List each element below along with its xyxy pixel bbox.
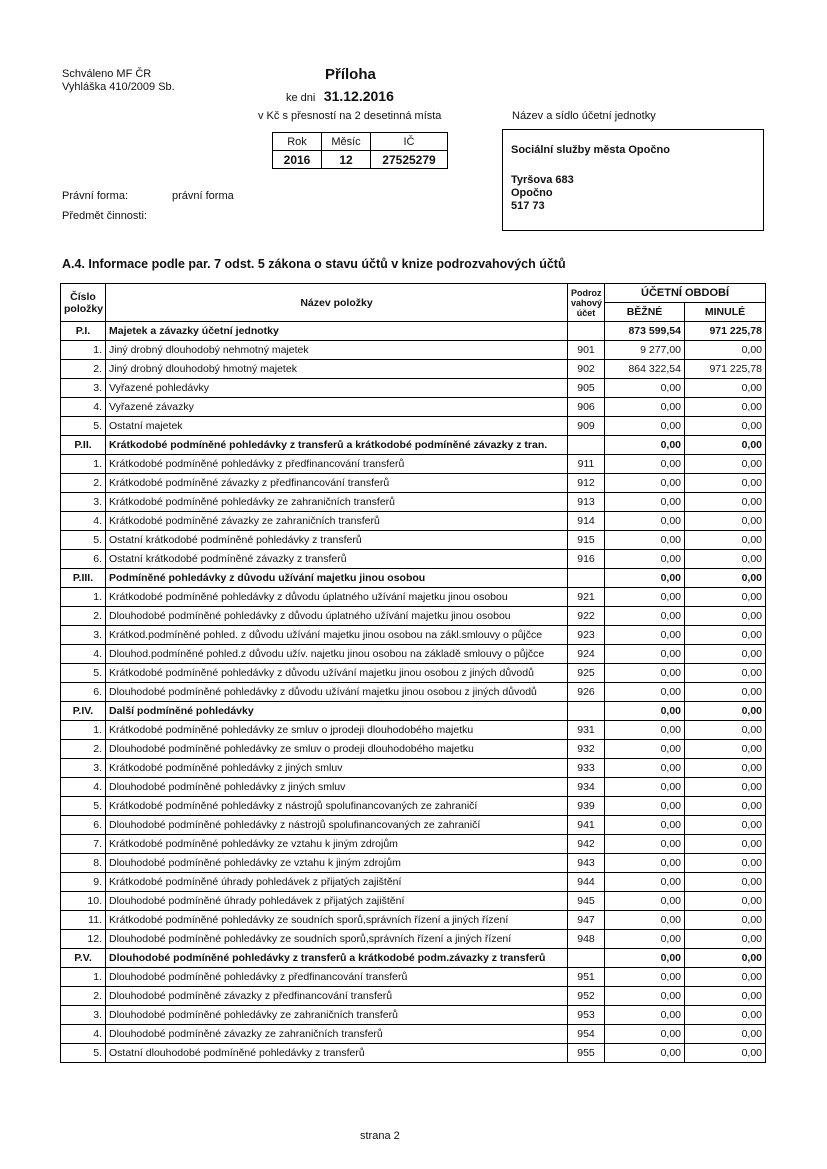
item-previous: 0,00 xyxy=(685,721,766,740)
item-number: 4. xyxy=(61,1025,106,1044)
table-row xyxy=(61,531,766,550)
item-current: 0,00 xyxy=(605,892,685,911)
item-number: 6. xyxy=(61,550,106,569)
table-row xyxy=(61,930,766,949)
section-previous: 0,00 xyxy=(685,436,766,455)
section-row xyxy=(61,436,766,455)
item-name: Krátkodobé podmíněné pohledávky z jiných smluv xyxy=(106,759,568,778)
table-row xyxy=(61,797,766,816)
table-row xyxy=(61,968,766,987)
item-previous: 0,00 xyxy=(685,835,766,854)
table-row xyxy=(61,1006,766,1025)
item-previous: 0,00 xyxy=(685,759,766,778)
item-account: 943 xyxy=(568,854,605,873)
item-previous: 971 225,78 xyxy=(685,360,766,379)
item-previous: 0,00 xyxy=(685,740,766,759)
header-item-name: Název položky xyxy=(106,284,568,322)
item-name: Ostatní dlouhodobé podmíněné pohledávky z transferů xyxy=(106,1044,568,1063)
table-row xyxy=(61,873,766,892)
legal-form-label: Právní forma: xyxy=(62,190,129,202)
report-date xyxy=(286,88,394,106)
item-current: 0,00 xyxy=(605,645,685,664)
item-number: 1. xyxy=(61,588,106,607)
item-number: 2. xyxy=(61,987,106,1006)
item-name: Ostatní krátkodobé podmíněné pohledávky z transferů xyxy=(106,531,568,550)
section-account xyxy=(568,949,605,968)
item-previous: 0,00 xyxy=(685,1006,766,1025)
item-account: 955 xyxy=(568,1044,605,1063)
entity-label: Název a sídlo účetní jednotky xyxy=(512,110,656,122)
item-number: 5. xyxy=(61,664,106,683)
item-previous: 0,00 xyxy=(685,1044,766,1063)
item-previous: 0,00 xyxy=(685,474,766,493)
item-current: 0,00 xyxy=(605,493,685,512)
item-current: 9 277,00 xyxy=(605,341,685,360)
section-id: P.I. xyxy=(61,322,106,341)
item-current: 0,00 xyxy=(605,740,685,759)
item-previous: 0,00 xyxy=(685,398,766,417)
item-name: Vyřazené pohledávky xyxy=(106,379,568,398)
item-number: 11. xyxy=(61,911,106,930)
entity-box xyxy=(502,129,764,231)
item-previous: 0,00 xyxy=(685,968,766,987)
entity-street: Tyršova 683 xyxy=(511,174,574,186)
item-name: Dlouhodobé podmíněné pohledávky ze soudních sporů,správních řízení a jiných řízení xyxy=(106,930,568,949)
item-account: 932 xyxy=(568,740,605,759)
item-previous: 0,00 xyxy=(685,588,766,607)
table-row xyxy=(61,759,766,778)
item-current: 0,00 xyxy=(605,816,685,835)
item-previous: 0,00 xyxy=(685,664,766,683)
section-title: Další podmíněné pohledávky xyxy=(106,702,568,721)
table-header-row-1 xyxy=(61,284,766,303)
section-current: 0,00 xyxy=(605,949,685,968)
item-previous: 0,00 xyxy=(685,607,766,626)
item-number: 4. xyxy=(61,778,106,797)
section-row xyxy=(61,322,766,341)
item-number: 5. xyxy=(61,1044,106,1063)
table-row xyxy=(61,664,766,683)
entity-zip: 517 73 xyxy=(511,200,545,212)
section-row xyxy=(61,949,766,968)
table-row xyxy=(61,474,766,493)
item-account: 912 xyxy=(568,474,605,493)
item-name: Krátkodobé podmíněné úhrady pohledávek z přijatých zajištění xyxy=(106,873,568,892)
table-row xyxy=(61,645,766,664)
date-prefix: ke dni xyxy=(286,92,316,104)
item-previous: 0,00 xyxy=(685,873,766,892)
section-title: Podmíněné pohledávky z důvodu užívání majetku jinou osobou xyxy=(106,569,568,588)
table-row xyxy=(61,626,766,645)
item-account: 915 xyxy=(568,531,605,550)
section-row xyxy=(61,569,766,588)
item-name: Krátkodobé podmíněné závazky ze zahraničních transferů xyxy=(106,512,568,531)
item-account: 944 xyxy=(568,873,605,892)
item-previous: 0,00 xyxy=(685,645,766,664)
item-name: Dlouhodobé podmíněné pohledávky z jiných smluv xyxy=(106,778,568,797)
item-previous: 0,00 xyxy=(685,1025,766,1044)
period-table-header xyxy=(273,133,448,151)
item-current: 0,00 xyxy=(605,968,685,987)
item-account: 916 xyxy=(568,550,605,569)
item-name: Dlouhodobé podmíněné pohledávky z nástrojů spolufinancovaných ze zahraničí xyxy=(106,816,568,835)
item-current: 0,00 xyxy=(605,550,685,569)
period-header-month: Měsíc xyxy=(322,133,371,151)
item-name: Jiný drobný dlouhodobý nehmotný majetek xyxy=(106,341,568,360)
table-row xyxy=(61,911,766,930)
section-title: Dlouhodobé podmíněné pohledávky z transferů a krátkodobé podm.závazky z transferů xyxy=(106,949,568,968)
item-previous: 0,00 xyxy=(685,455,766,474)
item-account: 939 xyxy=(568,797,605,816)
item-number: 7. xyxy=(61,835,106,854)
section-current: 0,00 xyxy=(605,436,685,455)
section-previous: 0,00 xyxy=(685,569,766,588)
item-previous: 0,00 xyxy=(685,379,766,398)
header-account: Podroz vahový účet xyxy=(568,284,605,322)
item-previous: 0,00 xyxy=(685,854,766,873)
table-row xyxy=(61,588,766,607)
item-account: 923 xyxy=(568,626,605,645)
table-row xyxy=(61,379,766,398)
item-account: 952 xyxy=(568,987,605,1006)
approval-line-2: Vyhláška 410/2009 Sb. xyxy=(62,81,175,93)
section-row xyxy=(61,702,766,721)
header-period: ÚČETNÍ OBDOBÍ xyxy=(605,284,766,303)
item-name: Dlouhodobé podmíněné závazky z předfinancování transferů xyxy=(106,987,568,1006)
section-id: P.II. xyxy=(61,436,106,455)
section-id: P.IV. xyxy=(61,702,106,721)
item-current: 0,00 xyxy=(605,721,685,740)
item-previous: 0,00 xyxy=(685,778,766,797)
item-account: 942 xyxy=(568,835,605,854)
item-previous: 0,00 xyxy=(685,550,766,569)
item-name: Dlouhodobé podmíněné úhrady pohledávek z přijatých zajištění xyxy=(106,892,568,911)
table-row xyxy=(61,778,766,797)
item-number: 2. xyxy=(61,360,106,379)
item-name: Ostatní majetek xyxy=(106,417,568,436)
item-account: 909 xyxy=(568,417,605,436)
item-account: 953 xyxy=(568,1006,605,1025)
item-current: 0,00 xyxy=(605,683,685,702)
period-value-year: 2016 xyxy=(273,151,322,169)
item-current: 0,00 xyxy=(605,911,685,930)
item-account: 941 xyxy=(568,816,605,835)
item-number: 9. xyxy=(61,873,106,892)
item-account: 913 xyxy=(568,493,605,512)
item-current: 0,00 xyxy=(605,588,685,607)
item-current: 0,00 xyxy=(605,778,685,797)
item-number: 3. xyxy=(61,759,106,778)
table-row xyxy=(61,417,766,436)
item-current: 0,00 xyxy=(605,1025,685,1044)
currency-note: v Kč s přesností na 2 desetinná místa xyxy=(258,110,442,122)
item-number: 3. xyxy=(61,379,106,398)
table-row xyxy=(61,854,766,873)
item-name: Dlouhodobé podmíněné pohledávky z důvodu užívání majetku jinou osobou z jiných důvodů xyxy=(106,683,568,702)
table-row xyxy=(61,398,766,417)
item-name: Krátkodobé podmíněné pohledávky z předfinancování transferů xyxy=(106,455,568,474)
entity-address xyxy=(511,174,574,213)
item-previous: 0,00 xyxy=(685,930,766,949)
item-account: 926 xyxy=(568,683,605,702)
section-current: 0,00 xyxy=(605,702,685,721)
item-number: 3. xyxy=(61,493,106,512)
table-row xyxy=(61,607,766,626)
item-number: 1. xyxy=(61,721,106,740)
item-name: Krátkod.podmíněné pohled. z důvodu užívání majetku jinou osobou na zákl.smlouvy o půjčce xyxy=(106,626,568,645)
item-previous: 0,00 xyxy=(685,512,766,531)
item-current: 0,00 xyxy=(605,379,685,398)
item-number: 6. xyxy=(61,683,106,702)
item-number: 2. xyxy=(61,740,106,759)
item-account: 902 xyxy=(568,360,605,379)
item-account: 924 xyxy=(568,645,605,664)
item-previous: 0,00 xyxy=(685,626,766,645)
item-name: Krátkodobé podmíněné pohledávky z důvodu užívání majetku jinou osobou z jiných důvodů xyxy=(106,664,568,683)
item-name: Krátkodobé podmíněné pohledávky z důvodu úplatného užívání majetku jinou osobou xyxy=(106,588,568,607)
item-number: 5. xyxy=(61,417,106,436)
item-previous: 0,00 xyxy=(685,417,766,436)
item-current: 0,00 xyxy=(605,626,685,645)
item-previous: 0,00 xyxy=(685,797,766,816)
item-number: 4. xyxy=(61,398,106,417)
item-current: 0,00 xyxy=(605,835,685,854)
header-current: BĚŽNÉ xyxy=(605,303,685,322)
item-number: 6. xyxy=(61,816,106,835)
item-previous: 0,00 xyxy=(685,816,766,835)
item-account: 954 xyxy=(568,1025,605,1044)
page-title: Příloha xyxy=(325,66,376,83)
item-account: 951 xyxy=(568,968,605,987)
item-previous: 0,00 xyxy=(685,987,766,1006)
item-number: 1. xyxy=(61,455,106,474)
date-value: 31.12.2016 xyxy=(323,88,394,104)
item-number: 1. xyxy=(61,968,106,987)
item-number: 4. xyxy=(61,512,106,531)
item-account: 931 xyxy=(568,721,605,740)
item-name: Dlouhodobé podmíněné pohledávky ze vztahu k jiným zdrojům xyxy=(106,854,568,873)
item-account: 925 xyxy=(568,664,605,683)
section-previous: 971 225,78 xyxy=(685,322,766,341)
section-account xyxy=(568,702,605,721)
item-current: 0,00 xyxy=(605,474,685,493)
item-name: Dlouhodobé podmíněné pohledávky z předfinancování transferů xyxy=(106,968,568,987)
item-current: 0,00 xyxy=(605,987,685,1006)
item-name: Dlouhodobé podmíněné závazky ze zahraničních transferů xyxy=(106,1025,568,1044)
item-account: 948 xyxy=(568,930,605,949)
item-name: Jiný drobný dlouhodobý hmotný majetek xyxy=(106,360,568,379)
item-account: 905 xyxy=(568,379,605,398)
section-id: P.V. xyxy=(61,949,106,968)
item-name: Krátkodobé podmíněné pohledávky ze zahraničních transferů xyxy=(106,493,568,512)
table-body xyxy=(61,322,766,1063)
item-name: Dlouhod.podmíněné pohled.z důvodu užív. najetku jinou osobou na základě smlouvy o půjčce xyxy=(106,645,568,664)
item-number: 3. xyxy=(61,626,106,645)
table-row xyxy=(61,987,766,1006)
period-table-values xyxy=(273,151,448,169)
entity-name: Sociální služby města Opočno xyxy=(511,144,670,156)
entity-city: Opočno xyxy=(511,187,553,199)
item-name: Vyřazené závazky xyxy=(106,398,568,417)
item-number: 2. xyxy=(61,607,106,626)
period-table xyxy=(272,132,448,169)
section-account xyxy=(568,569,605,588)
table-row xyxy=(61,360,766,379)
item-number: 5. xyxy=(61,531,106,550)
item-name: Ostatní krátkodobé podmíněné závazky z transferů xyxy=(106,550,568,569)
section-id: P.III. xyxy=(61,569,106,588)
activity-label: Předmět činnosti: xyxy=(62,210,147,222)
item-account: 947 xyxy=(568,911,605,930)
period-value-month: 12 xyxy=(322,151,371,169)
section-title: A.4. Informace podle par. 7 odst. 5 zákona o stavu účtů v knize podrozvahových účtů xyxy=(62,257,566,271)
period-header-year: Rok xyxy=(273,133,322,151)
legal-form-value: právní forma xyxy=(172,190,234,202)
table-row xyxy=(61,341,766,360)
item-current: 0,00 xyxy=(605,417,685,436)
item-current: 0,00 xyxy=(605,1044,685,1063)
table-row xyxy=(61,835,766,854)
item-name: Krátkodobé podmíněné pohledávky ze smluv o jprodeji dlouhodobého majetku xyxy=(106,721,568,740)
item-account: 933 xyxy=(568,759,605,778)
item-number: 12. xyxy=(61,930,106,949)
item-name: Dlouhodobé podmíněné pohledávky ze smluv o prodeji dlouhodobého majetku xyxy=(106,740,568,759)
section-title: Majetek a závazky účetní jednotky xyxy=(106,322,568,341)
item-current: 864 322,54 xyxy=(605,360,685,379)
item-number: 5. xyxy=(61,797,106,816)
item-name: Krátkodobé podmíněné pohledávky z nástrojů spolufinancovaných ze zahraničí xyxy=(106,797,568,816)
item-account: 901 xyxy=(568,341,605,360)
item-current: 0,00 xyxy=(605,664,685,683)
section-title: Krátkodobé podmíněné pohledávky z transferů a krátkodobé podmíněné závazky z tran. xyxy=(106,436,568,455)
item-account: 921 xyxy=(568,588,605,607)
approval-line-1: Schváleno MF ČR xyxy=(62,68,152,80)
item-current: 0,00 xyxy=(605,455,685,474)
item-current: 0,00 xyxy=(605,797,685,816)
item-number: 1. xyxy=(61,341,106,360)
table-row xyxy=(61,721,766,740)
item-previous: 0,00 xyxy=(685,892,766,911)
item-previous: 0,00 xyxy=(685,911,766,930)
item-previous: 0,00 xyxy=(685,683,766,702)
item-name: Dlouhodobé podmíněné pohledávky z důvodu úplatného užívání majetku jinou osobou xyxy=(106,607,568,626)
item-previous: 0,00 xyxy=(685,341,766,360)
page-number: strana 2 xyxy=(360,1130,400,1142)
period-value-ic: 27525279 xyxy=(371,151,448,169)
table-row xyxy=(61,740,766,759)
table-row xyxy=(61,1025,766,1044)
item-current: 0,00 xyxy=(605,512,685,531)
table-row xyxy=(61,1044,766,1063)
item-current: 0,00 xyxy=(605,930,685,949)
item-number: 10. xyxy=(61,892,106,911)
table-row xyxy=(61,493,766,512)
item-current: 0,00 xyxy=(605,1006,685,1025)
item-account: 911 xyxy=(568,455,605,474)
item-current: 0,00 xyxy=(605,398,685,417)
item-current: 0,00 xyxy=(605,854,685,873)
table-row xyxy=(61,512,766,531)
item-name: Dlouhodobé podmíněné pohledávky ze zahraničních transferů xyxy=(106,1006,568,1025)
item-account: 906 xyxy=(568,398,605,417)
table-row xyxy=(61,683,766,702)
item-previous: 0,00 xyxy=(685,493,766,512)
section-account xyxy=(568,436,605,455)
section-account xyxy=(568,322,605,341)
item-current: 0,00 xyxy=(605,531,685,550)
item-account: 922 xyxy=(568,607,605,626)
item-previous: 0,00 xyxy=(685,531,766,550)
header-item-number: Číslo položky xyxy=(61,284,106,322)
item-number: 3. xyxy=(61,1006,106,1025)
table-row xyxy=(61,892,766,911)
table-row xyxy=(61,455,766,474)
item-account: 945 xyxy=(568,892,605,911)
item-account: 914 xyxy=(568,512,605,531)
item-name: Krátkodobé podmíněné závazky z předfinancování transferů xyxy=(106,474,568,493)
item-number: 2. xyxy=(61,474,106,493)
item-name: Krátkodobé podmíněné pohledávky ze soudních sporů,správních řízení a jiných řízení xyxy=(106,911,568,930)
item-account: 934 xyxy=(568,778,605,797)
table-row xyxy=(61,550,766,569)
accounts-table xyxy=(60,283,766,1063)
item-name: Krátkodobé podmíněné pohledávky ze vztahu k jiným zdrojům xyxy=(106,835,568,854)
item-current: 0,00 xyxy=(605,873,685,892)
table-row xyxy=(61,816,766,835)
header-previous: MINULÉ xyxy=(685,303,766,322)
section-current: 873 599,54 xyxy=(605,322,685,341)
item-current: 0,00 xyxy=(605,607,685,626)
item-number: 4. xyxy=(61,645,106,664)
section-previous: 0,00 xyxy=(685,949,766,968)
period-header-ic: IČ xyxy=(371,133,448,151)
item-current: 0,00 xyxy=(605,759,685,778)
section-previous: 0,00 xyxy=(685,702,766,721)
item-number: 8. xyxy=(61,854,106,873)
section-current: 0,00 xyxy=(605,569,685,588)
approval-note xyxy=(62,68,175,94)
